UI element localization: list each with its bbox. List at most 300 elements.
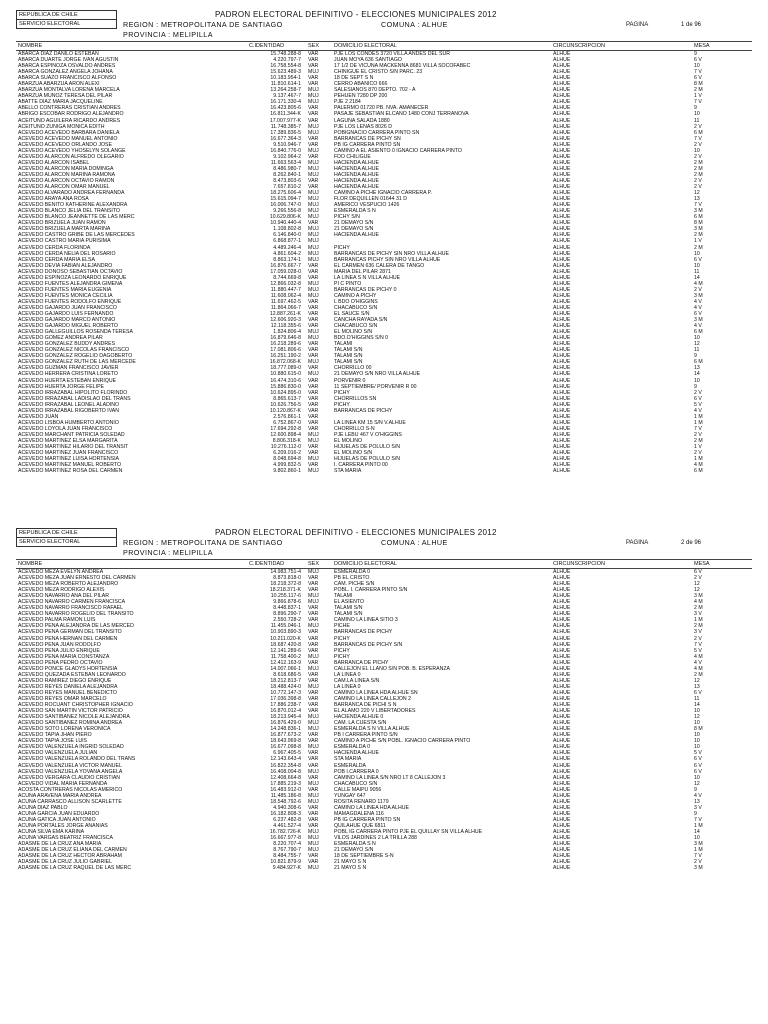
cell-mesa: 7 V	[694, 135, 702, 142]
cell-circunscripcion: ALHUE	[553, 129, 571, 136]
cell-mesa: 3 V	[694, 804, 702, 811]
cell-mesa: 6 V	[694, 768, 702, 775]
cell-cedula: 11.485.186-8	[270, 792, 301, 799]
cell-sex: MUJ	[308, 714, 319, 721]
cell-domicilio: BARRANCAS DE PICHY 0	[334, 286, 397, 293]
cell-sex: VAR	[308, 774, 319, 781]
cell-mesa: 2 M	[694, 605, 703, 612]
pagina-label: PAGINA	[626, 540, 649, 546]
cell-cedula: 8.048.694-8	[273, 456, 301, 463]
cell-domicilio: CAMINO LA LINEA S/N NRO LT 8 CALLEJON 3	[334, 774, 446, 781]
cell-mesa: 2 M	[694, 171, 703, 178]
cell-cedula: 18.687.420-8	[270, 641, 301, 648]
cell-mesa: 12	[694, 714, 700, 721]
cell-mesa: 1 M	[694, 419, 703, 426]
cell-cedula: 10.940.440-4	[270, 220, 301, 227]
cell-domicilio: QUILAHUE QUE 6811	[334, 822, 386, 829]
cell-sex: VAR	[308, 689, 319, 696]
cell-mesa: 2 M	[694, 671, 703, 678]
cell-circunscripcion: ALHUE	[553, 859, 571, 866]
cell-nombre: ACEVEDO PEÑA JUAN RODOLFO	[18, 641, 101, 648]
cell-mesa: 7 V	[694, 641, 702, 648]
cell-domicilio: 21 MAYO S N	[334, 865, 367, 872]
col-circunscripcion: CIRCUNSCRIPCION	[553, 43, 605, 49]
cell-mesa: 4 V	[694, 304, 702, 311]
cell-sex: MUJ	[308, 69, 319, 76]
cell-mesa: 2 M	[694, 159, 703, 166]
cell-domicilio: YUNGAY 647	[334, 792, 366, 799]
cell-sex: VAR	[308, 268, 319, 275]
cell-mesa: 6 M	[694, 468, 703, 475]
cell-nombre: ACEVEDO IRRAZABAL RIGOBERTO IVAN	[18, 407, 119, 414]
cell-sex: VAR	[308, 274, 319, 281]
cell-domicilio: PICHY	[334, 653, 350, 660]
cell-sex: MUJ	[308, 359, 319, 366]
cell-domicilio: BARRANCA DE PICHY	[334, 659, 389, 666]
cell-cedula: 10.880.615-0	[270, 371, 301, 378]
cell-nombre: ACEVEDO GAJARDO MIGUEL ROBERTO	[18, 323, 118, 330]
cell-circunscripcion: ALHUE	[553, 653, 571, 660]
cell-mesa: 3 M	[694, 865, 703, 872]
cell-domicilio: 21 DEMAYO S/N	[334, 847, 374, 854]
cell-mesa: 10	[694, 250, 700, 257]
cell-circunscripcion: ALHUE	[553, 298, 571, 305]
cell-sex: MUJ	[308, 232, 319, 239]
cell-circunscripcion: ALHUE	[553, 286, 571, 293]
cell-circunscripcion: ALHUE	[553, 425, 571, 432]
cell-sex: MUJ	[308, 792, 319, 799]
cell-domicilio: BARRANCAS DE PICHY S/N	[334, 641, 403, 648]
cell-sex: VAR	[308, 462, 319, 469]
cell-domicilio: ESMERALDA S N	[334, 208, 376, 215]
cell-domicilio: PICHY	[334, 647, 350, 654]
cell-sex: VAR	[308, 407, 319, 414]
cell-sex: VAR	[308, 695, 319, 702]
cell-nombre: ACEVEDO SANTIBAÑEZ ROMINA ANDREA	[18, 720, 123, 727]
cell-nombre: ACEVEDO CERDA FLORINDA	[18, 244, 91, 251]
cell-sex: MUJ	[308, 371, 319, 378]
cell-domicilio: 21 DEMAYO S/N NRO VILLA ALHUE	[334, 371, 421, 378]
cell-circunscripcion: ALHUE	[553, 63, 571, 70]
cell-mesa: 10	[694, 732, 700, 739]
cell-nombre: ACEVEDO PEÑA MARIA CONSTANZA	[18, 653, 110, 660]
cell-cedula: 16.667.977-8	[270, 835, 301, 842]
cell-cedula: 18.218.372-8	[270, 581, 301, 588]
cell-mesa: 7 V	[694, 425, 702, 432]
cell-circunscripcion: ALHUE	[553, 829, 571, 836]
cell-sex: VAR	[308, 63, 319, 70]
cell-mesa: 4 V	[694, 792, 702, 799]
cell-circunscripcion: ALHUE	[553, 389, 571, 396]
cell-domicilio: ESMERALDA S N VILLA ALHUE	[334, 726, 410, 733]
cell-circunscripcion: ALHUE	[553, 629, 571, 636]
cell-sex: VAR	[308, 377, 319, 384]
cell-domicilio: CAMINO A PICHE S/N POBL. IGNACIO CARRERA PINTO	[334, 738, 471, 745]
cell-nombre: ACEVEDO PEÑA ALEJANDRA DE LAS MERCED	[18, 623, 134, 630]
cell-nombre: ACEVEDO MARTINEZ ROSA DEL CARMEN	[18, 468, 123, 475]
cell-nombre: ACEVEDO VALENZUELA INGRID SOLEDAD	[18, 744, 124, 751]
cell-domicilio: ESMERALDA S N	[334, 841, 376, 848]
cell-domicilio: EL SAUCE S/N	[334, 311, 370, 318]
cell-mesa: 1 M	[694, 456, 703, 463]
cell-cedula: 10.255.117-6	[270, 593, 301, 600]
cell-mesa: 1 V	[694, 238, 702, 245]
col-cedula: C.IDENTIDAD	[249, 43, 285, 49]
cell-sex: MUJ	[308, 214, 319, 221]
cell-cedula: 16.677.098-8	[270, 744, 301, 751]
cell-cedula: 10.211.020-K	[270, 635, 301, 642]
cell-mesa: 1 V	[694, 444, 702, 451]
cell-sex: MUJ	[308, 599, 319, 606]
cell-sex: VAR	[308, 153, 319, 160]
cell-cedula: 4.220.797-7	[273, 57, 301, 64]
cell-nombre: ACEVEDO ACEVEDO BARBARA DANIELA	[18, 129, 120, 136]
cell-nombre: ACEVEDO CASTRO MARIA PURISIMA	[18, 238, 111, 245]
cell-domicilio: CAMINO LA LINEA SITIO 3	[334, 617, 398, 624]
cell-circunscripcion: ALHUE	[553, 81, 571, 88]
cell-sex: VAR	[308, 816, 319, 823]
cell-nombre: ABRIGO ESCOBAR RODRIGO ALEJANDRO	[18, 111, 124, 118]
cell-domicilio: CHACABUCO S/N	[334, 780, 378, 787]
column-header-row	[16, 559, 752, 569]
servicio-label: SERVICIO ELECTORAL	[17, 537, 116, 546]
cell-nombre: ACEVEDO SAN MARTIN VICTOR PATRICIO	[18, 708, 123, 715]
cell-sex: VAR	[308, 323, 319, 330]
cell-sex: MUJ	[308, 226, 319, 233]
cell-sex: MUJ	[308, 129, 319, 136]
cell-domicilio: BARRANCAS DE PICHY	[334, 407, 393, 414]
cell-sex: VAR	[308, 389, 319, 396]
cell-sex: VAR	[308, 756, 319, 763]
cell-nombre: ACEVEDO HUERTA JORGE FELIPE	[18, 383, 104, 390]
page-header	[16, 528, 752, 568]
cell-sex: VAR	[308, 677, 319, 684]
cell-mesa: 10	[694, 147, 700, 154]
cell-cedula: 16.423.805-6	[270, 105, 301, 112]
cell-domicilio: ESMERALDA 0	[334, 569, 371, 575]
cell-sex: MUJ	[308, 829, 319, 836]
cell-domicilio: PJE LOS LEÑAS 8026 D	[334, 123, 392, 130]
cell-domicilio: CAM. PICHE S/N	[334, 581, 375, 588]
cell-circunscripcion: ALHUE	[553, 635, 571, 642]
cell-mesa: 14	[694, 702, 700, 709]
cell-domicilio: PB IG CARRERA PINTO SN	[334, 141, 401, 148]
cell-nombre: ACEVEDO MARTINEZ MANUEL ROBERTO	[18, 462, 121, 469]
page-header	[16, 10, 752, 50]
cell-nombre: ACEVEDO ARAYA ANA ROSA	[18, 196, 89, 203]
cell-cedula: 10.903.890-3	[270, 629, 301, 636]
cell-mesa: 2 M	[694, 232, 703, 239]
cell-nombre: ACEVEDO ACEVEDO YHOSELYN SOLANGE	[18, 147, 126, 154]
cell-mesa: 4 M	[694, 280, 703, 287]
cell-mesa: 11	[694, 347, 700, 354]
cell-mesa: 14	[694, 274, 700, 281]
cell-mesa: 11	[694, 117, 700, 124]
cell-cedula: 11.455.046-1	[270, 623, 301, 630]
cell-cedula: 11.880.447-7	[270, 286, 301, 293]
cell-domicilio: CHORRILLOS SN	[334, 395, 377, 402]
cell-circunscripcion: ALHUE	[553, 708, 571, 715]
cell-cedula: 18.643.969-8	[270, 738, 301, 745]
cell-domicilio: STA MARIA	[334, 468, 362, 475]
cell-circunscripcion: ALHUE	[553, 744, 571, 751]
cell-circunscripcion: ALHUE	[553, 347, 571, 354]
cell-circunscripcion: ALHUE	[553, 816, 571, 823]
cell-sex: MUJ	[308, 292, 319, 299]
cell-circunscripcion: ALHUE	[553, 214, 571, 221]
cell-sex: VAR	[308, 383, 319, 390]
cell-mesa: 3 M	[694, 208, 703, 215]
cell-domicilio: BARRANCAS DE PICHY SIN NRO VILLA ALHUE	[334, 250, 449, 257]
cell-circunscripcion: ALHUE	[553, 750, 571, 757]
cell-domicilio: ESMERALDA	[334, 762, 366, 769]
cell-circunscripcion: ALHUE	[553, 569, 571, 575]
cell-nombre: ACEVEDO REYES MANUEL BENEDICTO	[18, 689, 117, 696]
cell-sex: VAR	[308, 635, 319, 642]
cell-mesa: 3 M	[694, 593, 703, 600]
cell-domicilio: CHINIGUE EL CRISTO S/N PARC. 23	[334, 69, 423, 76]
cell-circunscripcion: ALHUE	[553, 383, 571, 390]
cell-cedula: 12.141.289-6	[270, 647, 301, 654]
cell-sex: MUJ	[308, 250, 319, 257]
cell-mesa: 6 M	[694, 359, 703, 366]
cell-mesa: 10	[694, 111, 700, 118]
cell-sex: VAR	[308, 444, 319, 451]
cell-domicilio: POBL IG CARRERA PINTO PJE EL QUILLAY SN VILLA ALHUE	[334, 829, 483, 836]
cell-cedula: 9.484.927-K	[272, 865, 301, 872]
cell-mesa: 7 V	[694, 816, 702, 823]
cell-nombre: ACEVEDO BRIZUELA MARTA MARINA	[18, 226, 111, 233]
cell-cedula: 9.866.878-6	[273, 599, 301, 606]
cell-cedula: 8.896.290-7	[273, 611, 301, 618]
cell-cedula: 8.806.318-K	[272, 438, 301, 444]
cell-mesa: 6 V	[694, 756, 702, 763]
cell-nombre: ACEVEDO MARTINEZ LUISA HORTENSIA	[18, 456, 119, 463]
cell-domicilio: 11 SEPTIEMBRE/ PORVENIR R 00	[334, 383, 417, 390]
cell-circunscripcion: ALHUE	[553, 123, 571, 130]
cell-domicilio: HIJUELAS DE POLULO S/N	[334, 456, 401, 463]
cell-sex: MUJ	[308, 286, 319, 293]
cell-nombre: ACEVEDO MARTINEZ JUAN FRANCISCO	[18, 450, 119, 457]
cell-cedula: 16.171.330-4	[270, 99, 301, 106]
cell-domicilio: L BDO O'HIGGINS	[334, 298, 378, 305]
cell-mesa: 6 V	[694, 57, 702, 64]
cell-cedula: 16.811.344-K	[270, 111, 301, 118]
cell-mesa: 10	[694, 335, 700, 342]
cell-sex: VAR	[308, 317, 319, 324]
cell-nombre: ACEVEDO FUENTES ALEJANDRA GIMENA	[18, 280, 123, 287]
cell-circunscripcion: ALHUE	[553, 359, 571, 366]
cell-sex: MUJ	[308, 208, 319, 215]
cell-domicilio: PICHY	[334, 635, 350, 642]
cell-domicilio: 18 DE SEPT S N	[334, 75, 374, 82]
cell-nombre: ACEVEDO FUENTES MONICA CECILIA	[18, 292, 113, 299]
cell-sex: VAR	[308, 575, 319, 582]
cell-nombre: ACEVEDO SANTIBAÑEZ NICOLE ALEJANDRA	[18, 714, 130, 721]
cell-mesa: 5 V	[694, 750, 702, 757]
cell-sex: MUJ	[308, 835, 319, 842]
cell-sex: VAR	[308, 304, 319, 311]
cell-domicilio: BDO.O'HIGGINS S/N 0	[334, 335, 389, 342]
cell-nombre: ACEVEDO VALENZUELA VICTOR MANUEL	[18, 762, 122, 769]
cell-domicilio: CANCHA RAYADA S/N	[334, 317, 388, 324]
cell-mesa: 4 V	[694, 298, 702, 305]
cell-sex: MUJ	[308, 280, 319, 287]
cell-mesa: 10	[694, 720, 700, 727]
cell-circunscripcion: ALHUE	[553, 756, 571, 763]
cell-circunscripcion: ALHUE	[553, 268, 571, 275]
servicio-label: SERVICIO ELECTORAL	[17, 19, 116, 28]
cell-mesa: 2 M	[694, 165, 703, 172]
cell-mesa: 3 M	[694, 292, 703, 299]
cell-sex: VAR	[308, 117, 319, 124]
cell-domicilio: PICHY S/N	[334, 214, 360, 221]
cell-mesa: 13	[694, 196, 700, 203]
cell-sex: VAR	[308, 786, 319, 793]
padron-page-2	[16, 528, 752, 871]
cell-nombre: ACEVEDO VALENZUELA ROLANDO DEL TRANS	[18, 756, 136, 763]
cell-circunscripcion: ALHUE	[553, 244, 571, 251]
cell-cedula: 16.483.912-0	[270, 786, 301, 793]
cell-nombre: ABARCA DUARTE JORGE IVAN AGUSTIN	[18, 57, 119, 64]
cell-circunscripcion: ALHUE	[553, 111, 571, 118]
cell-mesa: 10	[694, 377, 700, 384]
region-label: REGION : METROPOLITANA DE SANTIAGO	[123, 538, 283, 547]
cell-cedula: 16.218.289-6	[270, 341, 301, 348]
cell-domicilio: CALLE MAIPU 9056	[334, 786, 382, 793]
cell-mesa: 10	[694, 262, 700, 269]
cell-sex: VAR	[308, 671, 319, 678]
cell-cedula: 15.623.489-3	[270, 69, 301, 76]
cell-domicilio: TALAMI S/N	[334, 359, 363, 366]
cell-circunscripcion: ALHUE	[553, 280, 571, 287]
cell-domicilio: HACIENDA ALHUE	[334, 165, 379, 172]
cell-sex: MUJ	[308, 847, 319, 854]
comuna-label: COMUNA : ALHUE	[381, 538, 448, 547]
cell-cedula: 17.694.292-8	[270, 425, 301, 432]
cell-circunscripcion: ALHUE	[553, 202, 571, 209]
cell-sex: VAR	[308, 629, 319, 636]
cell-circunscripcion: ALHUE	[553, 720, 571, 727]
cell-domicilio: 21 DEMAYO S/N	[334, 220, 374, 227]
cell-mesa: 10	[694, 744, 700, 751]
cell-sex: MUJ	[308, 238, 319, 245]
cell-cedula: 6.967.405-5	[273, 750, 301, 757]
cell-sex: VAR	[308, 853, 319, 860]
cell-sex: MUJ	[308, 438, 319, 444]
cell-circunscripcion: ALHUE	[553, 677, 571, 684]
cell-domicilio: SALESIANOS 870 DEPTO. 702 - A	[334, 87, 416, 94]
cell-cedula: 8.262.840-1	[273, 171, 301, 178]
cell-nombre: ACEVEDO GONZALEZ ROGELIO DAGOBERTO	[18, 353, 133, 360]
cell-cedula: 17.059.028-0	[270, 268, 301, 275]
cell-domicilio: PICHY	[334, 244, 350, 251]
cell-mesa: 9	[694, 810, 697, 817]
cell-circunscripcion: ALHUE	[553, 353, 571, 360]
cell-mesa: 6 V	[694, 75, 702, 82]
cell-mesa: 12	[694, 587, 700, 594]
cell-circunscripcion: ALHUE	[553, 695, 571, 702]
cell-sex: MUJ	[308, 720, 319, 727]
cell-nombre: ACUÑA GATICA JUAN ANTONIO	[18, 816, 96, 823]
cell-nombre: ACEVEDO ALARCON OMAR MANUEL	[18, 184, 110, 191]
cell-circunscripcion: ALHUE	[553, 689, 571, 696]
cell-cedula: 16.876.667-7	[270, 262, 301, 269]
cell-cedula: 16.872.068-K	[269, 359, 301, 366]
cell-mesa: 2 M	[694, 244, 703, 251]
cell-nombre: ACEVEDO PALMA RAMON LUIS	[18, 617, 96, 624]
cell-mesa: 13	[694, 798, 700, 805]
cell-circunscripcion: ALHUE	[553, 726, 571, 733]
cell-circunscripcion: ALHUE	[553, 75, 571, 82]
cell-cedula: 11.810.614-1	[270, 81, 301, 88]
cell-domicilio: LA LINEA 0	[334, 671, 361, 678]
cell-domicilio: PEHUEN 7280 DP 200	[334, 93, 388, 100]
cell-sex: VAR	[308, 341, 319, 348]
cell-sex: VAR	[308, 605, 319, 612]
cell-circunscripcion: ALHUE	[553, 57, 571, 64]
cell-mesa: 2 V	[694, 389, 702, 396]
cell-nombre: ACEVEDO FUENTES MARIA EUGENIA	[18, 286, 112, 293]
cell-circunscripcion: ALHUE	[553, 431, 571, 438]
cell-circunscripcion: ALHUE	[553, 865, 571, 872]
cell-mesa: 2 M	[694, 438, 703, 444]
cell-nombre: ACEVEDO MEZA RODRIGO ALEXIS	[18, 587, 105, 594]
cell-circunscripcion: ALHUE	[553, 419, 571, 426]
cell-cedula: 11.864.066-7	[270, 304, 301, 311]
cell-circunscripcion: ALHUE	[553, 647, 571, 654]
cell-domicilio: HACIENDA ALHUE	[334, 177, 379, 184]
cell-nombre: ACEVEDO SOTO LORENA VERONICA	[18, 726, 111, 733]
cell-nombre: ABATTE DIAZ MARIA JACQUELINE	[18, 99, 103, 106]
cell-cedula: 10.626.756-5	[270, 401, 301, 408]
cell-cedula: 10.772.147-3	[270, 689, 301, 696]
cell-sex: MUJ	[308, 431, 319, 438]
voter-list	[16, 51, 752, 474]
cell-domicilio: CHACABUCO S/N	[334, 304, 378, 311]
cell-sex: MUJ	[308, 623, 319, 630]
cell-domicilio: TALAMI S/N	[334, 347, 363, 354]
cell-sex: MUJ	[308, 165, 319, 172]
cell-mesa: 5 V	[694, 647, 702, 654]
cell-cedula: 6.868.877-1	[273, 238, 301, 245]
cell-cedula: 9.137.467-7	[273, 93, 301, 100]
page-number: 1 de 96	[681, 22, 702, 28]
cell-sex: MUJ	[308, 780, 319, 787]
cell-mesa: 4 M	[694, 462, 703, 469]
cell-nombre: ACEVEDO IRRAZABAL LEONEL ALADINO	[18, 401, 120, 408]
cell-cedula: 16.474.310-6	[270, 377, 301, 384]
cell-nombre: ABARCA GONZALEZ ANGELA JOHANA	[18, 69, 113, 76]
cell-domicilio: 17 1/2 DE VICUÑA MACKENNA 8681 VILLA SOCOFABEC	[334, 63, 471, 70]
cell-mesa: 10	[694, 774, 700, 781]
cell-cedula: 8.220.707-4	[273, 841, 301, 848]
cell-cedula: 4.940.308-6	[273, 804, 301, 811]
cell-sex: MUJ	[308, 196, 319, 203]
cell-nombre: ACUÑA PORTALES JORGE ANANIAS	[18, 822, 108, 829]
cell-cedula: 17.389.836-5	[270, 129, 301, 136]
cell-mesa: 4 V	[694, 659, 702, 666]
cell-circunscripcion: ALHUE	[553, 135, 571, 142]
cell-cedula: 18.218.371-K	[269, 587, 301, 594]
cell-cedula: 16.870.012-4	[270, 708, 301, 715]
cell-mesa: 11	[694, 268, 700, 275]
cell-circunscripcion: ALHUE	[553, 738, 571, 745]
cell-mesa: 14	[694, 371, 700, 378]
cell-sex: VAR	[308, 641, 319, 648]
cell-mesa: 13	[694, 365, 700, 372]
cell-cedula: 18.213.945-4	[270, 714, 301, 721]
